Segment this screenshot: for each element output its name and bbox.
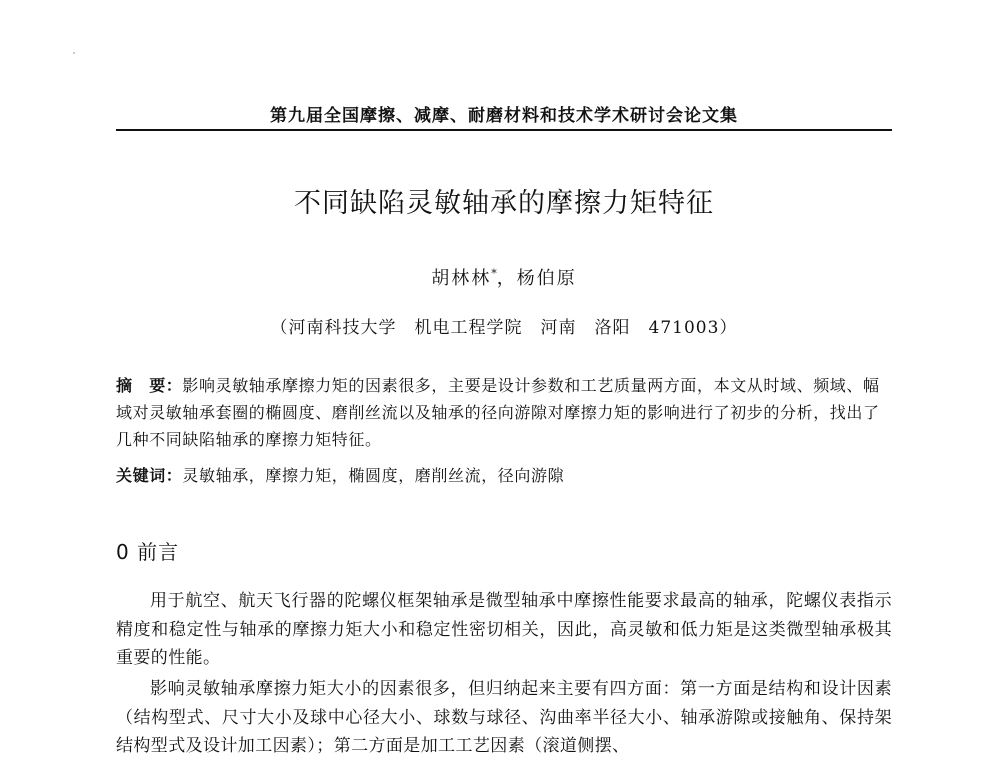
body-paragraph: 用于航空、航天飞行器的陀螺仪框架轴承是微型轴承中摩擦性能要求最高的轴承，陀螺仪表指示精度和稳定性与轴承的摩擦力矩大小和稳定性密切相关，因此，高灵敏和低力矩是这类微型轴承极其重要的性能。 <box>116 591 892 668</box>
body-paragraph: 影响灵敏轴承摩擦力矩大小的因素很多，但归纳起来主要有四方面：第一方面是结构和设计因素（结构型式、尺寸大小及球中心径大小、球数与球径、沟曲率半径大小、轴承游隙或接触角、保持架结构型式及设计加工因素）；第二方面是加工工艺因素（滚道侧摆、 <box>116 679 892 756</box>
paper-title: 不同缺陷灵敏轴承的摩擦力矩特征 <box>294 188 714 219</box>
abstract-label: 摘 要： <box>116 376 183 395</box>
abstract-text: 影响灵敏轴承摩擦力矩的因素很多，主要是设计参数和工艺质量两方面，本文从时域、频域、幅域对灵敏轴承套圈的椭圆度、磨削丝流以及轴承的径向游隙对摩擦力矩的影响进行了初步的分析，找出了几种不同缺陷轴承的摩擦力矩特征。 <box>116 376 880 449</box>
corresponding-mark: * <box>491 267 497 280</box>
abstract <box>116 372 892 453</box>
running-header: 第九届全国摩擦、减摩、耐磨材料和技术学术研讨会论文集 <box>270 106 738 126</box>
header-rule <box>116 129 892 131</box>
section-heading: 0 前言 <box>116 540 180 564</box>
keywords-label: 关键词： <box>116 466 183 485</box>
scan-speck <box>73 52 75 54</box>
affiliation: （河南科技大学 机电工程学院 河南 洛阳 471003） <box>270 318 738 338</box>
keywords-text: 灵敏轴承，摩擦力矩，椭圆度，磨削丝流，径向游隙 <box>182 466 565 485</box>
authors <box>116 264 892 290</box>
author-first: 胡林林 <box>431 268 492 289</box>
keywords <box>116 462 892 489</box>
author-second: 杨伯原 <box>516 268 577 289</box>
author-separator: ， <box>496 268 517 289</box>
